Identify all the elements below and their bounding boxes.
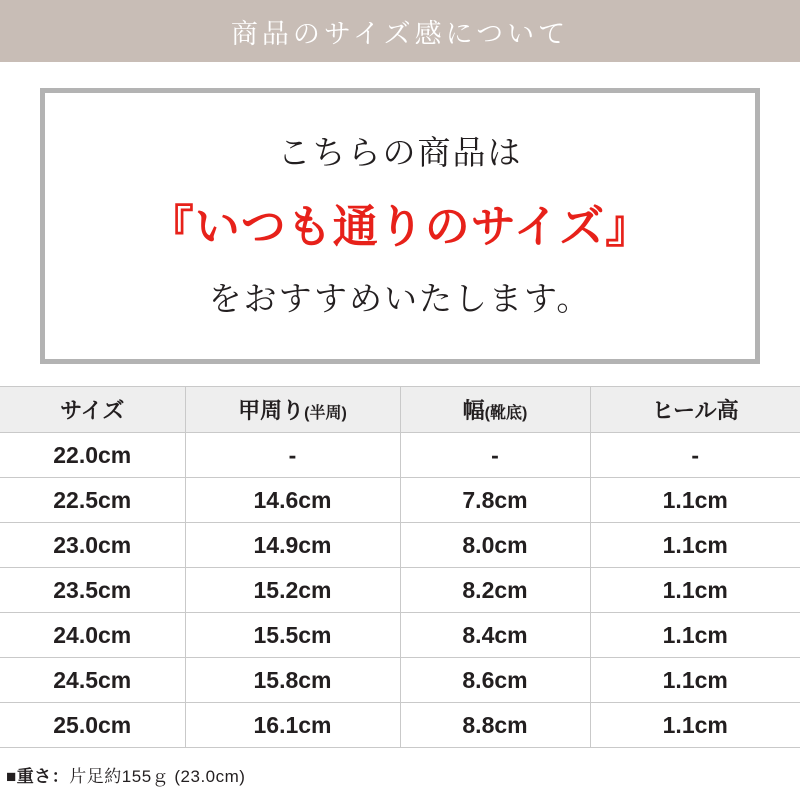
cell-instep: 15.8cm	[185, 658, 400, 703]
callout-line-3: をおすすめいたします。	[208, 279, 592, 317]
table-row	[0, 523, 800, 568]
footnote-label: ■重さ：	[6, 767, 70, 786]
callout-emphasis-text: 『いつも通りのサイズ』	[148, 200, 652, 252]
cell-instep: -	[185, 433, 400, 478]
column-header-width	[400, 387, 590, 433]
cell-heel: 1.1cm	[590, 613, 800, 658]
callout-container	[0, 62, 800, 364]
cell-heel: 1.1cm	[590, 658, 800, 703]
column-header-width-sublabel: (靴底)	[484, 405, 528, 422]
cell-size: 23.0cm	[0, 523, 185, 568]
cell-width: 7.8cm	[400, 478, 590, 523]
size-table-header	[0, 387, 800, 433]
cell-heel: -	[590, 433, 800, 478]
cell-heel: 1.1cm	[590, 703, 800, 748]
page-title: 商品のサイズ感について	[230, 18, 570, 49]
cell-instep: 15.5cm	[185, 613, 400, 658]
cell-size: 22.0cm	[0, 433, 185, 478]
callout-line-1: こちらの商品は	[277, 133, 523, 171]
footnote	[0, 748, 800, 787]
column-header-instep-sublabel: (半周)	[304, 405, 347, 422]
size-table-container	[0, 364, 800, 748]
column-header-heel-label: ヒール高	[651, 398, 739, 423]
cell-size: 23.5cm	[0, 568, 185, 613]
cell-heel: 1.1cm	[590, 568, 800, 613]
size-table	[0, 386, 800, 748]
cell-size: 22.5cm	[0, 478, 185, 523]
table-row	[0, 478, 800, 523]
footnote-value: 片足約155ｇ (23.0cm)	[69, 767, 246, 786]
cell-width: 8.8cm	[400, 703, 590, 748]
cell-width: 8.4cm	[400, 613, 590, 658]
cell-instep: 14.6cm	[185, 478, 400, 523]
column-header-size-label: サイズ	[60, 398, 125, 423]
column-header-instep	[185, 387, 400, 433]
column-header-instep-label: 甲周り	[238, 398, 305, 423]
cell-width: 8.0cm	[400, 523, 590, 568]
column-header-size	[0, 387, 185, 433]
cell-heel: 1.1cm	[590, 478, 800, 523]
cell-instep: 14.9cm	[185, 523, 400, 568]
cell-heel: 1.1cm	[590, 523, 800, 568]
header-banner	[0, 0, 800, 62]
cell-instep: 15.2cm	[185, 568, 400, 613]
size-recommendation-callout	[40, 88, 760, 364]
table-row	[0, 613, 800, 658]
size-table-body	[0, 433, 800, 748]
cell-size: 25.0cm	[0, 703, 185, 748]
column-header-width-label: 幅	[462, 398, 485, 423]
cell-instep: 16.1cm	[185, 703, 400, 748]
table-row	[0, 658, 800, 703]
cell-size: 24.5cm	[0, 658, 185, 703]
cell-size: 24.0cm	[0, 613, 185, 658]
cell-width: 8.2cm	[400, 568, 590, 613]
table-row	[0, 703, 800, 748]
column-header-heel	[590, 387, 800, 433]
cell-width: 8.6cm	[400, 658, 590, 703]
table-row	[0, 568, 800, 613]
table-row	[0, 433, 800, 478]
table-header-row	[0, 387, 800, 433]
cell-width: -	[400, 433, 590, 478]
